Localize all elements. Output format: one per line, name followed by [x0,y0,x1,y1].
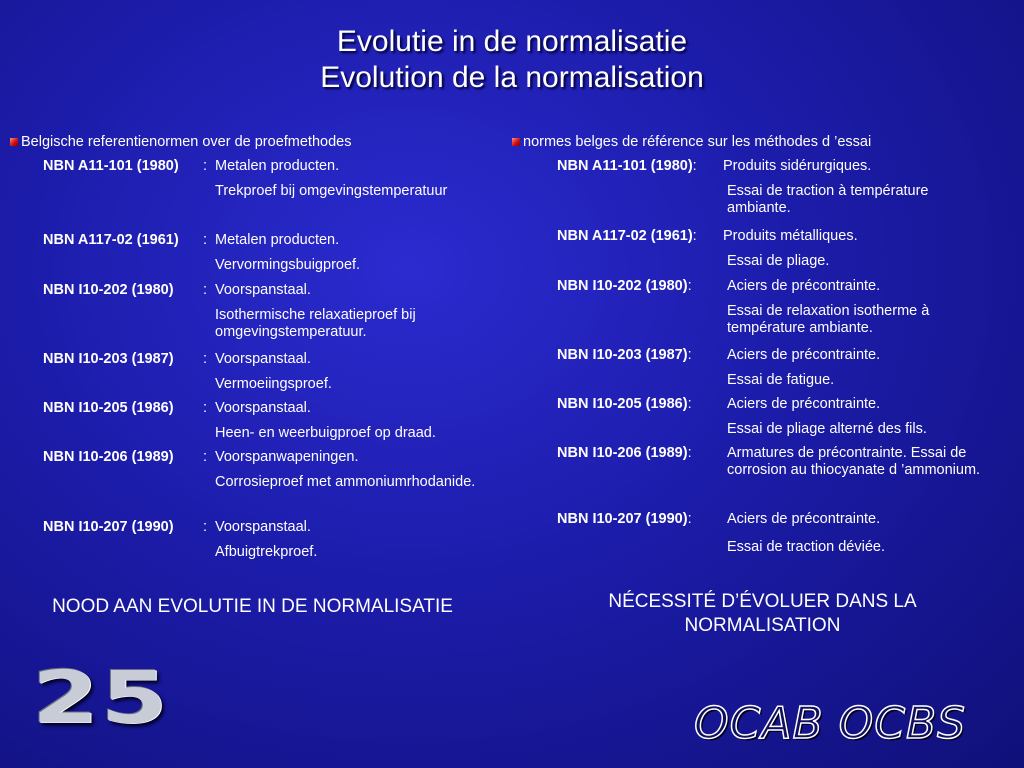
standard-code-wrap [557,511,692,527]
standard-separator: : [692,158,697,174]
standard-description: Essai de pliage alterné des fils. [727,421,927,437]
slide-number: 25 [32,655,170,740]
standard-separator: : [203,400,208,416]
standard-code: NBN I10-203 (1987) [557,347,688,363]
standard-description: Afbuigtrekproef. [215,544,318,560]
standard-code: NBN I10-206 (1989) [557,445,688,461]
standard-code-wrap [557,158,697,174]
right-heading [512,132,1017,152]
standard-code-wrap [557,278,692,294]
slide-title [0,24,1024,96]
standard-description: Voorspanstaal. [215,400,311,416]
standard-separator: : [203,519,208,535]
standard-code: NBN I10-202 (1980) [43,282,174,298]
standard-code: NBN A117-02 (1961) [557,228,693,244]
standard-description: Essai de traction à température ambiante. [727,183,929,216]
standard-description: Essai de traction déviée. [727,539,885,555]
standard-separator: : [203,158,208,174]
standard-description: Voorspanstaal. [215,282,311,298]
standard-description: Corrosieproef met ammoniumrhodanide. [215,474,476,490]
standard-description: Essai de pliage. [727,253,830,269]
right-column [512,132,1017,555]
standard-separator: : [687,445,692,461]
standard-separator: : [203,351,208,367]
left-heading [10,132,510,152]
standard-separator: : [203,449,208,465]
standard-description: Heen- en weerbuigproef op draad. [215,425,436,441]
standard-code-wrap [557,445,692,461]
standard-code: NBN A117-02 (1961) [43,232,179,248]
standard-description: Aciers de précontrainte. [727,347,881,363]
standard-description: Voorspanstaal. [215,351,311,367]
standard-description: Metalen producten. [215,232,340,248]
standard-description: Isothermische relaxatieproef bij omgevingstemperatuur. [215,307,416,340]
standard-code: NBN I10-203 (1987) [43,351,174,367]
standard-code: NBN A11-101 (1980) [557,158,693,174]
standard-code-wrap [557,396,692,412]
standard-code: NBN I10-206 (1989) [43,449,174,465]
title-line-nl: Evolutie in de normalisatie [336,25,688,58]
standard-description: Vermoeiingsproef. [215,376,332,392]
standard-description: Vervormingsbuigproef. [215,257,361,273]
standard-code: NBN I10-202 (1980) [557,278,688,294]
standard-code: NBN I10-205 (1986) [557,396,688,412]
standard-description: Armatures de précontrainte. Essai de corrosion au thiocyanate d ’ammonium. [727,445,981,478]
title-line-fr: Evolution de la normalisation [320,61,704,94]
standard-description: Produits sidérurgiques. [723,158,872,174]
standard-separator: : [203,232,208,248]
standard-description: Voorspanwapeningen. [215,449,359,465]
standard-description: Essai de relaxation isotherme à température ambiante. [727,303,930,336]
standard-code-wrap [557,228,697,244]
square-bullet-icon [512,138,520,146]
standard-description: Trekproef bij omgevingstemperatuur [215,183,448,199]
standard-description: Aciers de précontrainte. [727,396,881,412]
standard-code-wrap [557,347,692,363]
standard-description: Aciers de précontrainte. [727,278,881,294]
standard-separator: : [687,396,692,412]
left-column [10,132,510,560]
organization-logo-text: OCAB OCBS [694,698,967,749]
square-bullet-icon [10,138,18,146]
standard-description: Aciers de précontrainte. [727,511,881,527]
standard-description: Essai de fatigue. [727,372,835,388]
standard-code: NBN I10-205 (1986) [43,400,174,416]
standard-description: Voorspanstaal. [215,519,311,535]
standard-code: NBN I10-207 (1990) [557,511,688,527]
left-heading-text: Belgische referentienormen over de proefmethodes [21,134,352,150]
standard-description: Produits métalliques. [723,228,858,244]
standard-code: NBN A11-101 (1980) [43,158,179,174]
standard-separator: : [687,278,692,294]
standard-separator: : [687,347,692,363]
standard-separator: : [692,228,697,244]
standard-description: Metalen producten. [215,158,340,174]
standard-separator: : [203,282,208,298]
standard-code: NBN I10-207 (1990) [43,519,174,535]
left-conclusion: NOOD AAN EVOLUTIE IN DE NORMALISATIE [52,596,453,617]
standard-separator: : [687,511,692,527]
right-conclusion: NÉCESSITÉ D’ÉVOLUER DANS LA NORMALISATION [608,591,917,636]
right-heading-text: normes belges de référence sur les méthodes d ’essai [523,134,872,150]
